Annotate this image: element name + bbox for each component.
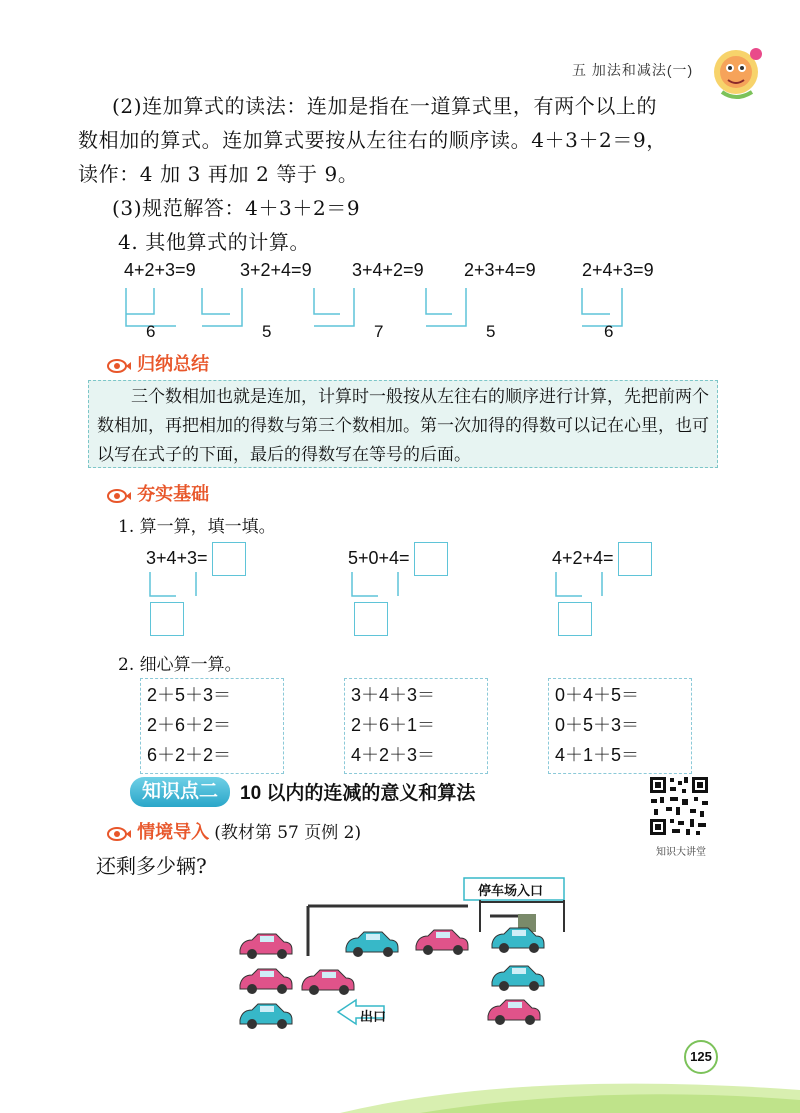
calc-expression: 3＋4＋3＝ bbox=[351, 685, 436, 705]
summary-box: 三个数相加也就是连加，计算时一般按从左往右的顺序进行计算，先把前两个数相加，再把相加的得数与第三个数相加。第一次加得的得数可以记在心里，也可以写在式子的下面，最后的得数写在等号的后面。 bbox=[88, 380, 718, 468]
calc-expression: 2＋6＋1＝ bbox=[351, 715, 436, 735]
calc-group bbox=[548, 678, 692, 774]
intro-line-3: 读作：4 加 3 再加 2 等于 9。 bbox=[78, 162, 359, 186]
eye-icon bbox=[106, 358, 132, 374]
example-brackets bbox=[110, 284, 710, 334]
eye-icon bbox=[106, 826, 132, 842]
mascot-icon bbox=[708, 42, 768, 102]
intro-line-5: 4. 其他算式的计算。 bbox=[118, 230, 311, 254]
calc-group bbox=[140, 678, 284, 774]
knowledge-badge: 知识点二 bbox=[130, 777, 230, 807]
answer-box[interactable] bbox=[150, 602, 184, 636]
car-icon bbox=[236, 1000, 296, 1030]
calc-expression: 0＋5＋3＝ bbox=[555, 715, 640, 735]
answer-box[interactable] bbox=[618, 542, 652, 576]
calc-group bbox=[344, 678, 488, 774]
calc-expression: 2＋6＋2＝ bbox=[147, 715, 232, 735]
intro-line-2: 数相加的算式。连加算式要按从左往右的顺序读。4＋3＋2＝9， bbox=[78, 128, 667, 152]
car-icon bbox=[412, 926, 472, 956]
question-2: 2. 细心算一算。 bbox=[118, 655, 242, 675]
bracket-lines bbox=[348, 570, 408, 600]
example-equation: 2+4+3=9 bbox=[582, 260, 654, 280]
example-sum: 5 bbox=[262, 322, 272, 341]
car-icon bbox=[488, 924, 548, 954]
fill-equation: 5+0+4= bbox=[348, 548, 410, 568]
fill-equation: 4+2+4= bbox=[552, 548, 614, 568]
page-number: 125 bbox=[684, 1040, 718, 1074]
exit-sign: 出口 bbox=[360, 1009, 387, 1024]
basics-heading bbox=[106, 480, 209, 506]
question-1: 1. 算一算，填一填。 bbox=[118, 517, 276, 537]
car-icon bbox=[342, 928, 402, 958]
example-equation: 3+4+2=9 bbox=[352, 260, 424, 280]
scene-heading bbox=[106, 818, 361, 844]
scene-question: 还剩多少辆? bbox=[96, 854, 207, 878]
answer-box[interactable] bbox=[354, 602, 388, 636]
intro-line-1: (2)连加算式的读法：连加是指在一道算式里，有两个以上的 bbox=[112, 94, 658, 118]
eye-icon bbox=[106, 488, 132, 504]
example-equation: 2+3+4=9 bbox=[464, 260, 536, 280]
fill-equation: 3+4+3= bbox=[146, 548, 208, 568]
qr-caption: 知识大讲堂 bbox=[656, 847, 706, 858]
answer-box[interactable] bbox=[414, 542, 448, 576]
answer-box[interactable] bbox=[558, 602, 592, 636]
calc-expression: 6＋2＋2＝ bbox=[147, 745, 232, 765]
bottom-wave-decoration bbox=[0, 1040, 800, 1113]
entrance-sign: 停车场入口 bbox=[478, 883, 544, 898]
calc-expression: 2＋5＋3＝ bbox=[147, 685, 232, 705]
scene-reference: (教材第 57 页例 2) bbox=[214, 823, 362, 843]
car-icon bbox=[236, 930, 296, 960]
example-equation: 4+2+3=9 bbox=[124, 260, 196, 280]
example-sum: 7 bbox=[374, 322, 384, 341]
bracket-lines bbox=[146, 570, 206, 600]
example-equation: 3+2+4=9 bbox=[240, 260, 312, 280]
answer-box[interactable] bbox=[212, 542, 246, 576]
scene-title: 情境导入 bbox=[137, 822, 210, 842]
calc-expression: 4＋2＋3＝ bbox=[351, 745, 436, 765]
car-icon bbox=[488, 962, 548, 992]
chapter-header: 五 加法和减法(一) bbox=[572, 62, 694, 78]
bracket-lines bbox=[552, 570, 612, 600]
summary-heading bbox=[106, 350, 209, 376]
knowledge-title: 10 以内的连减的意义和算法 bbox=[240, 783, 476, 804]
example-sum: 5 bbox=[486, 322, 496, 341]
basics-title: 夯实基础 bbox=[137, 484, 210, 504]
calc-expression: 0＋4＋5＝ bbox=[555, 685, 640, 705]
example-sum: 6 bbox=[604, 322, 614, 341]
car-icon bbox=[236, 965, 296, 995]
intro-line-4: (3)规范解答：4＋3＋2＝9 bbox=[112, 196, 361, 220]
summary-title: 归纳总结 bbox=[137, 354, 210, 374]
calc-expression: 4＋1＋5＝ bbox=[555, 745, 640, 765]
car-icon bbox=[484, 996, 544, 1026]
qr-code-icon[interactable] bbox=[648, 775, 710, 837]
example-sum: 6 bbox=[146, 322, 156, 341]
car-icon bbox=[298, 966, 358, 996]
